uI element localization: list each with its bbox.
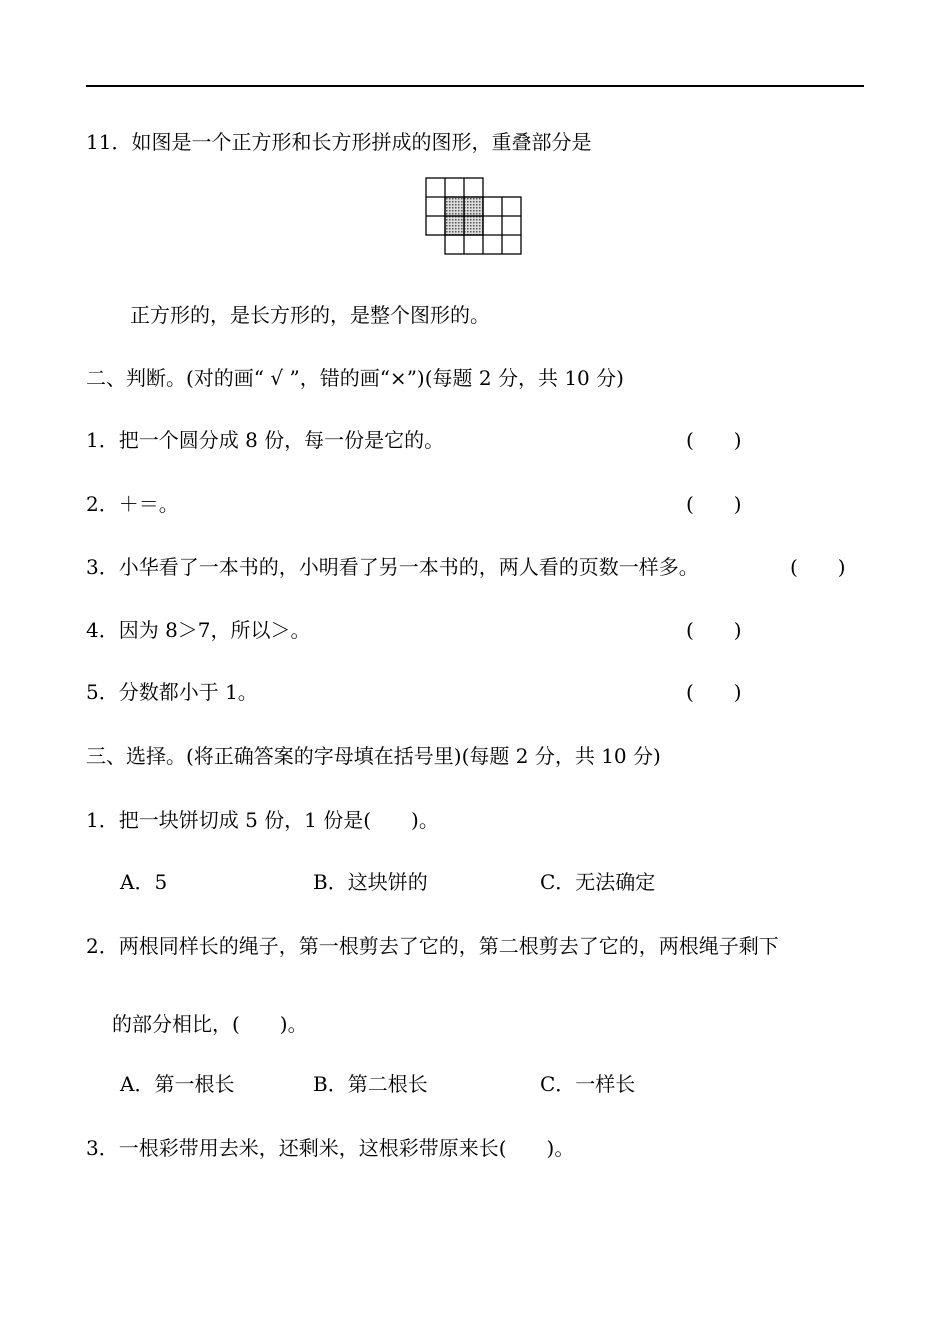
answer-blank[interactable]: ( ) (686, 492, 742, 516)
header-rule (86, 85, 864, 87)
judge-item: 1．把一个圆分成 8 份，每一份是它的。 (86, 428, 445, 452)
answer-blank[interactable]: ( ) (686, 428, 742, 452)
option-c: C．无法确定 (540, 870, 656, 894)
answer-blank[interactable]: ( ) (686, 618, 742, 642)
q11-continuation: 正方形的，是长方形的，是整个图形的。 (130, 303, 490, 327)
option-b: B．这块饼的 (313, 870, 428, 894)
answer-blank[interactable]: ( ) (686, 680, 742, 704)
judge-item: 4．因为 8＞7，所以＞。 (86, 618, 311, 642)
section3-heading: 三、选择。(将正确答案的字母填在括号里)(每题 2 分，共 10 分) (86, 744, 661, 768)
option-a: A．第一根长 (120, 1072, 235, 1096)
choice-question-cont: 的部分相比，( )。 (112, 1012, 308, 1036)
q11-stem: 11．如图是一个正方形和长方形拼成的图形，重叠部分是 (86, 130, 592, 154)
option-a: A．5 (120, 870, 168, 894)
answer-blank[interactable]: ( ) (790, 555, 846, 579)
judge-item: 5．分数都小于 1。 (86, 680, 258, 704)
choice-question: 2．两根同样长的绳子，第一根剪去了它的，第二根剪去了它的，两根绳子剩下 (86, 934, 779, 958)
section2-heading: 二、判断。(对的画“ √ ”，错的画“×”)(每题 2 分，共 10 分) (86, 366, 624, 390)
option-c: C．一样长 (540, 1072, 636, 1096)
square-rectangle-figure (425, 177, 525, 257)
judge-item: 3．小华看了一本书的，小明看了另一本书的，两人看的页数一样多。 (86, 555, 699, 579)
choice-question: 3．一根彩带用去米，还剩米，这根彩带原来长( )。 (86, 1136, 575, 1160)
judge-item: 2．＋＝。 (86, 492, 179, 516)
option-b: B．第二根长 (313, 1072, 428, 1096)
choice-question: 1．把一块饼切成 5 份，1 份是( )。 (86, 808, 439, 832)
